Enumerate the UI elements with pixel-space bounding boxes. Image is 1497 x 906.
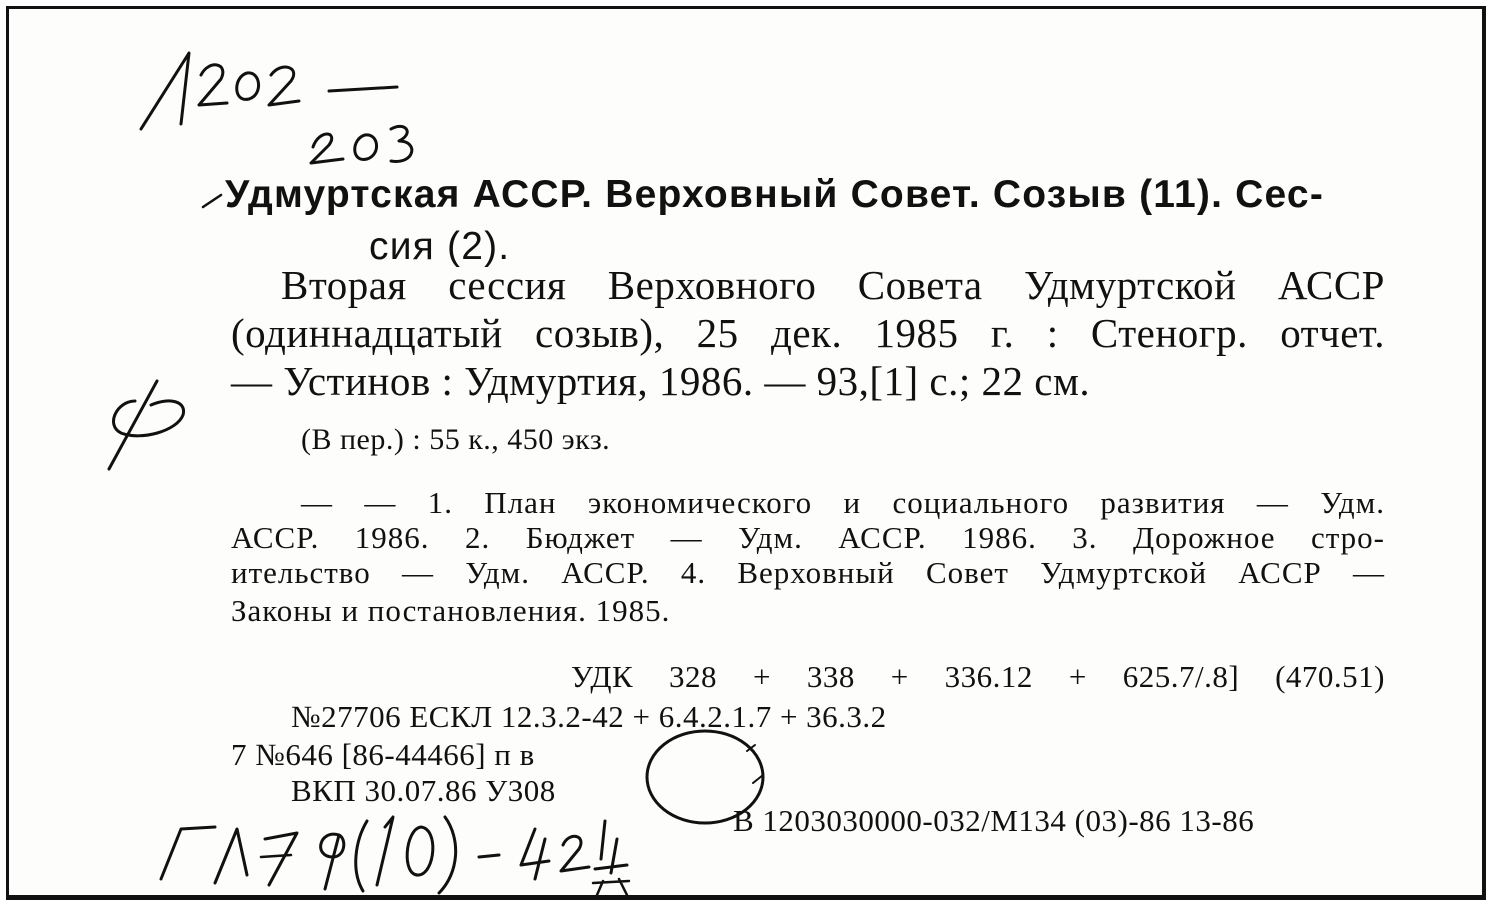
order-number: 7 №646 [86-44466] п в	[231, 737, 535, 772]
heading-line-2: сия (2).	[369, 225, 511, 268]
handwritten-shelf-mark	[149, 799, 669, 899]
title-line-3: — Устинов : Удмуртия, 1986. — 93,[1] с.; 22 см.	[231, 358, 1091, 404]
subjects-line-3: ительство — Удм. АССР. 4. Верховный Совет Удмуртской АССР —	[231, 555, 1385, 590]
tick-mark	[201, 191, 225, 211]
udk-code: УДК 328 + 338 + 336.12 + 625.7/.8] (470.51)	[571, 659, 1385, 694]
vkp-line: ВКП 30.07.86 У308	[291, 773, 556, 808]
subjects-line-1: — — 1. План экономического и социального развития — Удм.	[301, 485, 1385, 520]
subjects-line-2: АССР. 1986. 2. Бюджет — Удм. АССР. 1986. 3. Дорожное стро-	[231, 520, 1385, 555]
handwritten-number	[129, 39, 429, 169]
price-line: (В пер.) : 55 к., 450 экз.	[301, 423, 611, 456]
subjects-line-4: Законы и постановления. 1985.	[231, 593, 671, 628]
catalog-code: В 1203030000-032/М134 (03)-86 13-86	[733, 803, 1255, 838]
handwritten-mark	[95, 375, 205, 475]
catalog-card	[6, 6, 1486, 900]
title-line-2: (одиннадцатый созыв), 25 дек. 1985 г. : Стеногр. отчет.	[231, 310, 1385, 356]
heading-line-1: Удмуртская АССР. Верховный Совет. Созыв (11). Сес-	[225, 173, 1325, 216]
title-line-1: Вторая сессия Верховного Совета Удмуртской АССР	[281, 262, 1385, 308]
eskl-code: №27706 ЕСКЛ 12.3.2-42 + 6.4.2.1.7 + 36.3.2	[291, 699, 887, 734]
